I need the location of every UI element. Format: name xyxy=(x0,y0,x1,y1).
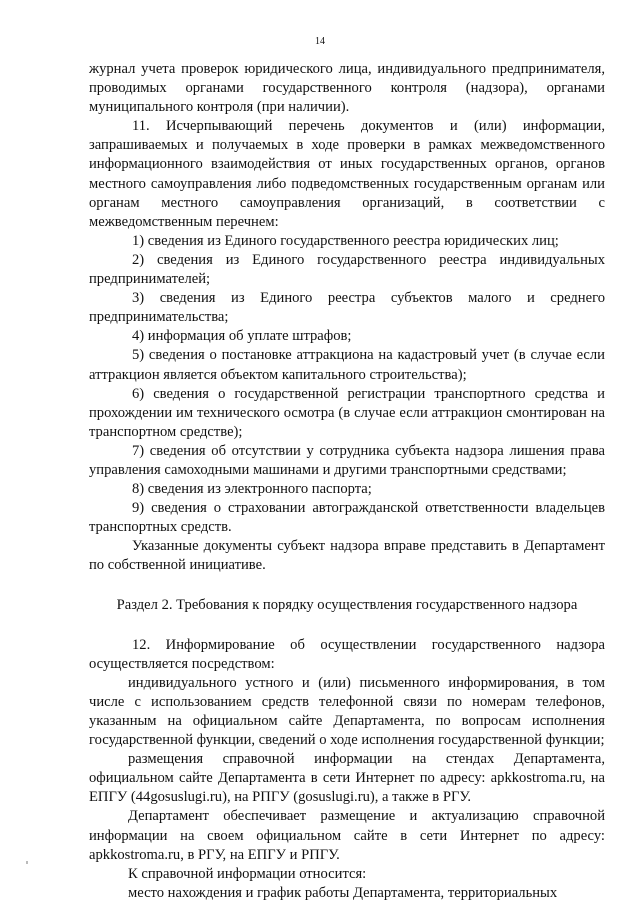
paragraph-11: 11. Исчерпывающий перечень документов и (или) информации, запрашиваемых и получаемых в ходе проверки в рамках межведомственного информационного взаимодействия от иных государственных органов, органов местного самоуправления либо подведомственных государственным органам или органам местного самоуправления организаций, в соответствии с межведомственным перечнем: xyxy=(89,118,605,230)
document-body xyxy=(89,60,605,903)
list-item-5: 5) сведения о постановке аттракциона на кадастровый учет (в случае если аттракцион является объектом капитального строительства); xyxy=(89,347,605,383)
paragraph-department-ensures: Департамент обеспечивает размещение и актуализацию справочной информации на своем официальном сайте в сети Интернет по адресу: apkkostroma.ru, в РГУ, на ЕПГУ и РПГУ. xyxy=(89,808,605,863)
list-item-7: 7) сведения об отсутствии у сотрудника субъекта надзора лишения права управления самоходными машинами и другими транспортными средствами; xyxy=(89,442,605,478)
list-item-1: 1) сведения из Единого государственного реестра юридических лиц; xyxy=(132,232,559,249)
page-number: 14 xyxy=(315,36,325,47)
paragraph-12: 12. Информирование об осуществлении государственного надзора осуществляется посредством: xyxy=(89,636,605,672)
list-item-9: 9) сведения о страховании автогражданской ответственности владельцев транспортных средств. xyxy=(89,500,605,536)
section-heading: Раздел 2. Требования к порядку осуществления государственного надзора xyxy=(116,596,578,613)
paragraph-reference-info: размещения справочной информации на стендах Департамента, официальном сайте Департамента в сети Интернет по адресу: apkkostroma.ru, на ЕПГУ (44gosuslugi.ru), на РПГУ (gosuslugi.ru), а также в РГУ. xyxy=(89,751,605,806)
list-item-4: 4) информация об уплате штрафов; xyxy=(132,328,352,345)
scan-speck xyxy=(26,861,28,864)
list-item-3: 3) сведения из Единого реестра субъектов малого и среднего предпринимательства; xyxy=(89,290,605,326)
list-item-6: 6) сведения о государственной регистрации транспортного средства и прохождении им технического осмотра (в случае если аттракцион смонтирован на транспортном средстве); xyxy=(89,385,605,440)
list-item-2: 2) сведения из Единого государственного реестра индивидуальных предпринимателей; xyxy=(89,251,605,288)
list-item-8: 8) сведения из электронного паспорта; xyxy=(132,481,372,498)
paragraph-individual-info: индивидуального устного и (или) письменного информирования, в том числе с использованием средств телефонной связи по номерам телефонов, указанным на официальном сайте Департамента, по вопросам исполнения государственной функции, сведений о ходе исполнения государственной функции; xyxy=(89,674,605,749)
paragraph-journal: журнал учета проверок юридического лица, индивидуального предпринимателя, проводимых органами государственного контроля (надзора), органами муниципального контроля (при наличии). xyxy=(89,61,605,116)
paragraph-reference-list: К справочной информации относится: xyxy=(128,865,367,882)
paragraph-location: место нахождения и график работы Департамента, территориальных xyxy=(128,884,558,901)
paragraph-documents-note: Указанные документы субъект надзора вправе представить в Департамент по собственной инициативе. xyxy=(89,538,605,574)
